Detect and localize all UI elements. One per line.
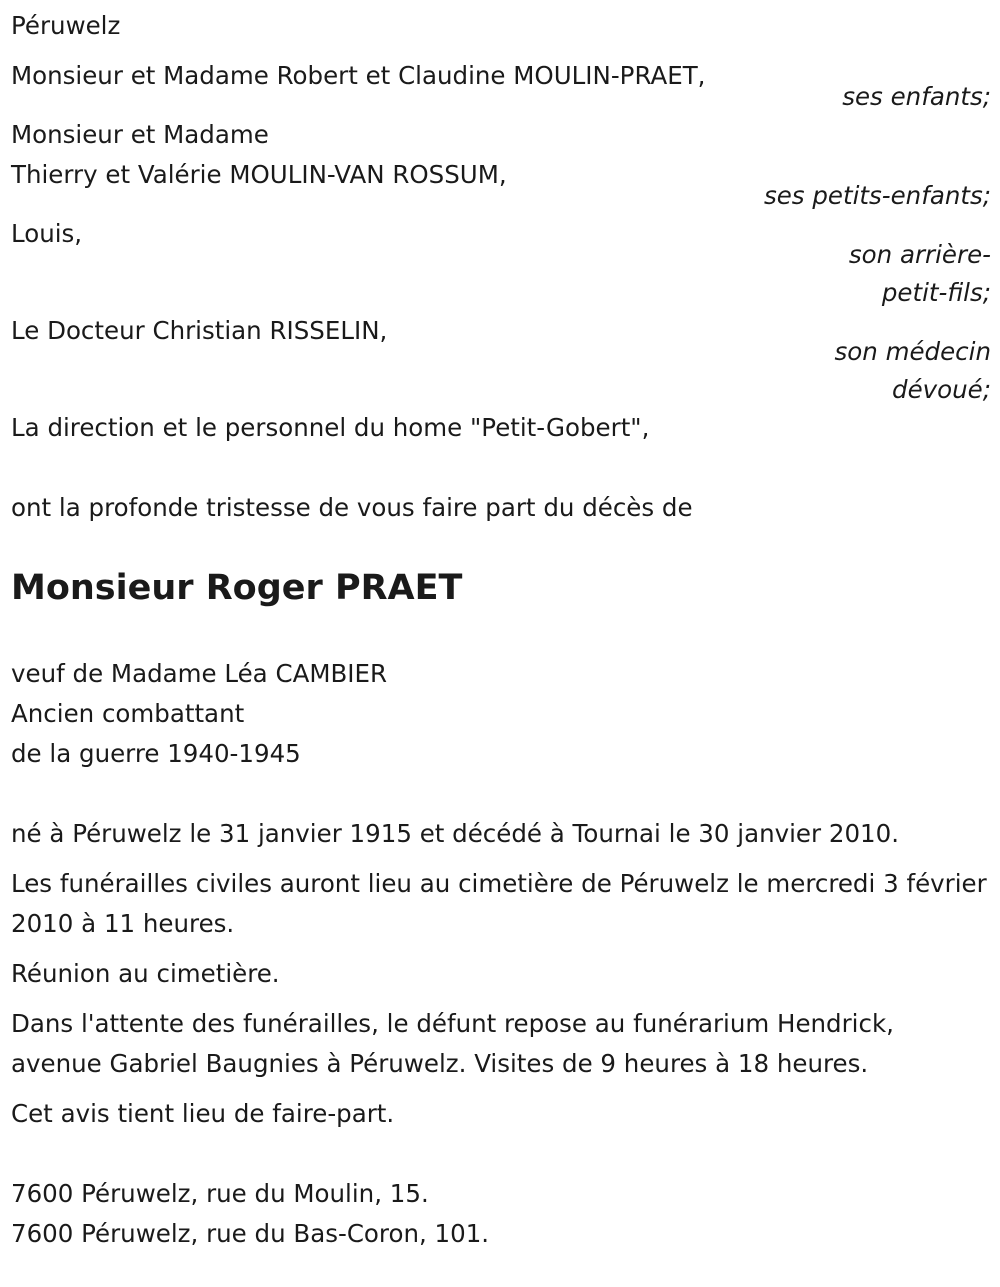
addresses [11,1174,991,1254]
family-great-grandson [11,214,991,313]
relation-label: petit-fils; [881,278,991,307]
deceased-name: Monsieur Roger PRAET [11,568,463,608]
funerarium-paragraph: Dans l'attente des funérailles, le défunt repose au funérarium Hendrick, avenue Gabriel Baugnies à Péruwelz. Visites de 9 heures à 18 heures. [11,1009,894,1078]
place-header: Péruwelz [11,11,121,40]
deceased-details [11,654,991,774]
family-doctor [11,311,991,410]
family-grandchildren [11,115,991,216]
funeral-info [11,814,991,1134]
family-name-line: Monsieur et Madame Robert et Claudine MOULIN-PRAET, [11,61,706,90]
relation-label: ses enfants; [842,82,991,111]
relation-label: son arrière- [848,240,991,269]
relation-label: dévoué; [892,375,991,404]
family-name-line: Monsieur et Madame [11,120,269,149]
notice-paragraph: Cet avis tient lieu de faire-part. [11,1099,395,1128]
address-line: 7600 Péruwelz, rue du Bas-Coron, 101. [11,1219,490,1248]
family-name-line: Thierry et Valérie MOULIN-VAN ROSSUM, [11,160,507,189]
funeral-paragraph: Les funérailles civiles auront lieu au cimetière de Péruwelz le mercredi 3 février 2010 à 11 heures. [11,869,987,938]
family-children [11,56,991,117]
birth-death-paragraph: né à Péruwelz le 31 janvier 1915 et décédé à Tournai le 30 janvier 2010. [11,819,899,848]
relation-label: ses petits-enfants; [763,181,991,210]
announcement-line: ont la profonde tristesse de vous faire part du décès de [11,493,693,522]
address-line: 7600 Péruwelz, rue du Moulin, 15. [11,1179,429,1208]
relation-label: son médecin [834,337,991,366]
family-name-line: Le Docteur Christian RISSELIN, [11,316,388,345]
family-name-line: Louis, [11,219,83,248]
detail-line: Ancien combattant [11,699,245,728]
detail-line: de la guerre 1940-1945 [11,739,301,768]
detail-line: veuf de Madame Léa CAMBIER [11,659,388,688]
reunion-paragraph: Réunion au cimetière. [11,959,280,988]
home-staff-line: La direction et le personnel du home "Petit-Gobert", [11,413,650,442]
death-notice [11,6,991,1254]
